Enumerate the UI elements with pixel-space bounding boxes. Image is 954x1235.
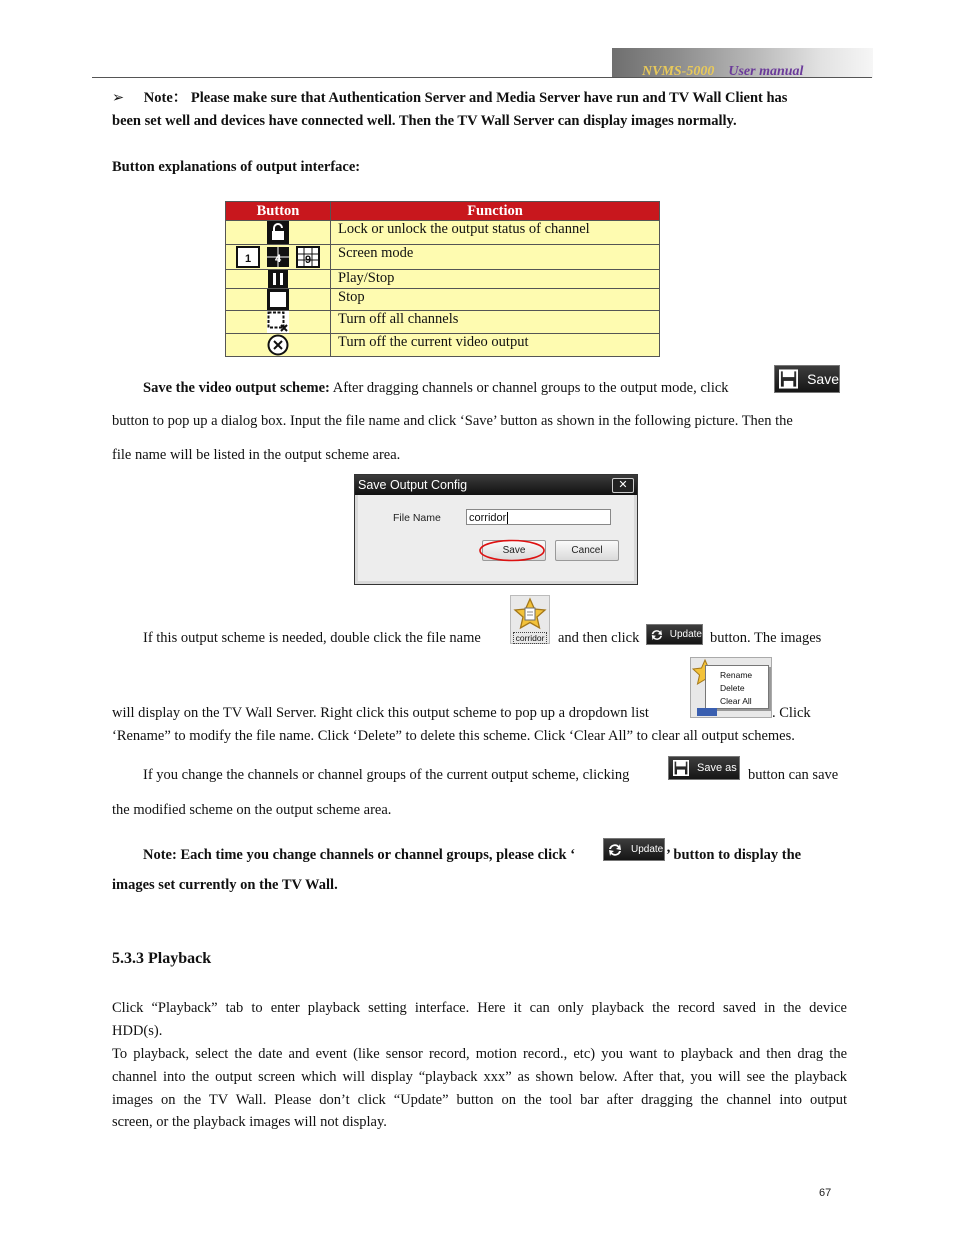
file-name-value: corridor [469,512,507,524]
save-button-label: Save [807,371,839,387]
dialog-title-bar [355,475,637,495]
scheme-text-f: ‘Rename” to modify the file name. Click ‘Delete” to delete this scheme. Click ‘Clear All” to clear all output schemes. [112,728,795,744]
dialog-save-button[interactable]: Save [482,540,546,561]
file-name-input[interactable] [466,509,611,525]
save-output-config-dialog [354,474,638,585]
scheme-text-b: and then click [558,630,640,646]
save-paragraph-line3: file name will be listed in the output scheme area. [112,447,401,463]
star-file-icon [511,597,549,631]
header-product: NVMS-5000 [642,64,715,79]
note-text-line2: been set well and devices have connected well. Then the TV Wall Server can display images normally. [112,113,737,129]
table-cell-function: Turn off all channels [331,311,660,334]
scheme-text-e: . Click [772,705,811,721]
playback-p2-line2: channel into the output screen which will display “playback xxx” as shown below. After that, you will see the playback [112,1069,847,1085]
table-row [226,221,660,245]
floppy-disk-icon [673,760,689,776]
table-cell-function: Lock or unlock the output status of channel [331,221,660,245]
saveas-text-a: If you change the channels or channel groups of the current output scheme, clicking [143,767,630,783]
highlight-ellipse [477,538,547,563]
file-name-label: File Name [393,512,441,524]
playback-p1-line1: Click “Playback” tab to enter playback setting interface. Here it can only playback the record saved in the device [112,1000,847,1016]
refresh-arrows-icon [607,843,623,857]
file-scheme-icon[interactable] [510,595,550,644]
stop-icon [267,289,289,310]
turn-off-all-icon [267,311,289,333]
save-paragraph-text: After dragging channels or channel groups to the output mode, click [332,380,729,396]
screen-mode-label-4: 4 [274,253,282,265]
selected-file-highlight [697,708,717,716]
table-cell-function: Screen mode [331,245,660,270]
table-row [226,334,660,357]
note-label: Note： [143,90,188,106]
save-paragraph-line2: button to pop up a dialog box. Input the file name and click ‘Save’ button as shown in the following picture. Then the [112,413,793,429]
screen-mode-label-9: 9 [304,254,312,266]
page-number: 67 [819,1187,832,1199]
refresh-arrows-icon [650,628,664,642]
menu-item-rename[interactable]: Rename [720,670,753,680]
update-button-note-label: Update [631,844,664,855]
table-cell-function: Stop [331,289,660,311]
playback-p2-line4: screen, or the playback images will not display. [112,1114,387,1130]
lock-icon [267,221,289,244]
playback-p2-line1: To playback, select the date and event (like sensor record, motion record., etc) you want to playback and then drag the [112,1046,847,1062]
scheme-text-c: button. The images [710,630,822,646]
dropdown-menu [705,665,769,709]
header-title [642,64,803,80]
play-stop-icon [268,270,288,288]
table-row [226,270,660,289]
menu-item-delete[interactable]: Delete [720,683,745,693]
dialog-title: Save Output Config [358,478,468,492]
scheme-text-d: will display on the TV Wall Server. Right click this output scheme to pop up a dropdown list [112,705,649,721]
save-button[interactable] [774,365,840,393]
context-menu-screenshot [690,657,772,718]
note-bullet: ➢ [112,90,125,106]
table-row [226,289,660,311]
file-scheme-label: corridor [513,632,547,644]
section-heading-playback: 5.3.3 Playback [112,950,212,967]
button-function-table [225,201,660,357]
table-header-function: Function [331,202,660,221]
scheme-text-a: If this output scheme is needed, double click the file name [143,630,481,646]
dialog-cancel-button[interactable]: Cancel [555,540,619,561]
playback-p2-line3: images on the TV Wall. Please don’t click “Update” button on the tool bar after dragging the channel into output [112,1092,847,1108]
update-button[interactable] [646,624,703,645]
save-as-button-label: Save as [697,762,737,774]
table-row [226,311,660,334]
table-row [226,245,660,270]
close-circle-icon [267,334,289,356]
note-paragraph [112,87,787,109]
note2-text-c: images set currently on the TV Wall. [112,877,338,893]
saveas-text-b: button can save [748,767,839,783]
note2-text-b: ’ button to display the [666,847,802,863]
playback-p1-line2: HDD(s). [112,1023,163,1039]
dialog-body [355,495,637,584]
table-header-button: Button [226,202,331,221]
save-paragraph-bold: Save the video output scheme: [143,380,330,396]
menu-item-clear-all[interactable]: Clear All [720,696,752,706]
header-manual: User manual [728,64,804,79]
table-cell-function: Play/Stop [331,270,660,289]
save-paragraph-line1 [143,377,729,399]
note2-text-a: Note: Each time you change channels or channel groups, please click ‘ [143,847,576,863]
update-button-note[interactable] [603,838,665,861]
note-text-line1: Please make sure that Authentication Server and Media Server have run and TV Wall Client has [190,90,788,106]
saveas-text-c: the modified scheme on the output scheme area. [112,802,392,818]
floppy-disk-icon [779,369,798,389]
dialog-close-button[interactable]: ✕ [612,478,634,493]
update-button-label: Update [669,629,702,640]
screen-mode-icon [236,246,320,268]
save-as-button[interactable] [668,756,740,780]
table-cell-function: Turn off the current video output [331,334,660,357]
screen-mode-label-1: 1 [244,253,252,265]
section-heading: Button explanations of output interface: [112,159,361,175]
